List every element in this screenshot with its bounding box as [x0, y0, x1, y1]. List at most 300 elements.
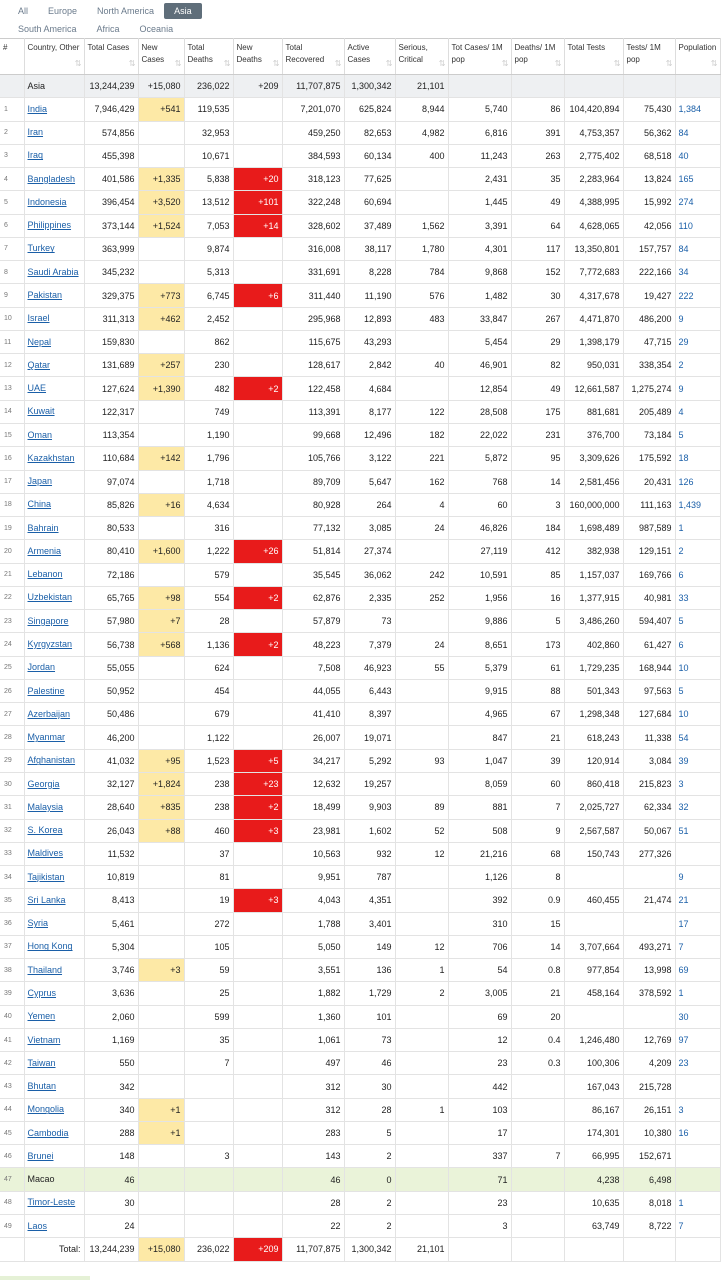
country-name-cell[interactable]: Taiwan: [24, 1052, 84, 1075]
table-cell: 46,923: [344, 656, 395, 679]
table-cell: 267: [511, 307, 564, 330]
table-cell: 127,624: [84, 377, 138, 400]
table-cell: [233, 1052, 282, 1075]
table-cell: 23: [675, 1052, 720, 1075]
country-name-cell[interactable]: Turkey: [24, 237, 84, 260]
table-cell: 1,126: [448, 866, 511, 889]
table-cell: 2: [344, 1145, 395, 1168]
table-cell: 8,018: [623, 1191, 675, 1214]
table-cell: 1: [675, 982, 720, 1005]
table-cell: 1: [395, 959, 448, 982]
table-cell: 173: [511, 633, 564, 656]
table-cell: 1,718: [184, 470, 233, 493]
table-row: [0, 982, 720, 1005]
country-name-cell[interactable]: Nepal: [24, 330, 84, 353]
table-cell: 65,765: [84, 586, 138, 609]
country-name-cell[interactable]: Japan: [24, 470, 84, 493]
table-cell: 27: [0, 703, 24, 726]
column-header-4[interactable]: [184, 39, 233, 75]
table-cell: +1: [138, 1121, 184, 1144]
table-cell: 1,360: [282, 1005, 344, 1028]
table-cell: 34: [675, 261, 720, 284]
table-cell: [233, 98, 282, 121]
table-cell: 881: [448, 796, 511, 819]
country-name-cell[interactable]: Georgia: [24, 772, 84, 795]
table-cell: 60: [511, 772, 564, 795]
column-header-7[interactable]: [344, 39, 395, 75]
sort-icon[interactable]: ⇅: [438, 59, 446, 68]
table-cell: [138, 261, 184, 284]
table-cell: 459,250: [282, 121, 344, 144]
table-cell: [233, 842, 282, 865]
table-cell: [233, 1005, 282, 1028]
table-row: [0, 726, 720, 749]
tab-north-america[interactable]: North America: [97, 6, 155, 16]
table-cell: 574,856: [84, 121, 138, 144]
column-header-1[interactable]: [24, 39, 84, 75]
table-cell: [233, 1098, 282, 1121]
country-name-cell[interactable]: Singapore: [24, 610, 84, 633]
tab-asia[interactable]: Asia: [164, 3, 202, 19]
column-header-5[interactable]: [233, 39, 282, 75]
country-name-cell[interactable]: Tajikistan: [24, 866, 84, 889]
country-name-cell[interactable]: Kuwait: [24, 400, 84, 423]
table-cell: 34,217: [282, 749, 344, 772]
table-cell: 33,847: [448, 307, 511, 330]
table-cell: 51,814: [282, 540, 344, 563]
table-cell: 85,826: [84, 493, 138, 516]
table-cell: 295,968: [282, 307, 344, 330]
table-cell: 238: [184, 772, 233, 795]
table-cell: +3: [233, 819, 282, 842]
column-header-12[interactable]: [623, 39, 675, 75]
country-name-cell[interactable]: Cyprus: [24, 982, 84, 1005]
table-cell: 1,298,348: [564, 703, 623, 726]
table-cell: 12,769: [623, 1028, 675, 1051]
table-cell: 26,007: [282, 726, 344, 749]
table-cell: 1,384: [675, 98, 720, 121]
table-cell: 82: [511, 354, 564, 377]
sort-icon[interactable]: ⇅: [554, 59, 562, 68]
country-name-cell[interactable]: Azerbaijan: [24, 703, 84, 726]
country-name-cell[interactable]: Kazakhstan: [24, 447, 84, 470]
table-cell: 345,232: [84, 261, 138, 284]
country-name-cell[interactable]: Bangladesh: [24, 168, 84, 191]
table-cell: 6,443: [344, 679, 395, 702]
table-cell: 554: [184, 586, 233, 609]
country-name-cell[interactable]: Oman: [24, 423, 84, 446]
table-cell: 31: [0, 796, 24, 819]
table-cell: [448, 1238, 511, 1261]
table-cell: 252: [395, 586, 448, 609]
sort-icon[interactable]: ⇅: [74, 59, 82, 68]
column-header-9[interactable]: [448, 39, 511, 75]
tab-oceania[interactable]: Oceania: [139, 24, 174, 34]
table-cell: 175,592: [623, 447, 675, 470]
sort-icon[interactable]: ⇅: [665, 59, 673, 68]
country-name-cell[interactable]: Bahrain: [24, 517, 84, 540]
table-cell: 1: [675, 1191, 720, 1214]
table-cell: 12,496: [344, 423, 395, 446]
table-cell: 0.9: [511, 889, 564, 912]
table-cell: 8,722: [623, 1215, 675, 1238]
table-cell: [138, 470, 184, 493]
country-name-cell[interactable]: Iran: [24, 121, 84, 144]
table-cell: 152: [511, 261, 564, 284]
table-cell: 50,486: [84, 703, 138, 726]
table-cell: [138, 1075, 184, 1098]
table-cell: 21: [511, 726, 564, 749]
country-name-cell[interactable]: S. Korea: [24, 819, 84, 842]
table-cell: [233, 517, 282, 540]
table-cell: 9,915: [448, 679, 511, 702]
table-cell: [233, 656, 282, 679]
table-cell: 391: [511, 121, 564, 144]
table-cell: 110,684: [84, 447, 138, 470]
country-name-cell[interactable]: Syria: [24, 912, 84, 935]
table-cell: +98: [138, 586, 184, 609]
table-cell: [138, 563, 184, 586]
table-cell: 85: [511, 563, 564, 586]
country-name-cell[interactable]: Indonesia: [24, 191, 84, 214]
table-cell: 21,101: [395, 1238, 448, 1261]
table-row: [0, 237, 720, 260]
table-cell: 1,169: [84, 1028, 138, 1051]
tab-africa[interactable]: Africa: [96, 24, 120, 34]
table-cell: 8: [0, 261, 24, 284]
table-cell: 126: [675, 470, 720, 493]
column-header-10[interactable]: [511, 39, 564, 75]
table-cell: [233, 261, 282, 284]
table-cell: 56,738: [84, 633, 138, 656]
table-cell: 62,334: [623, 796, 675, 819]
table-cell: 182: [395, 423, 448, 446]
table-row: [0, 1005, 720, 1028]
table-cell: 3,005: [448, 982, 511, 1005]
table-cell: [138, 400, 184, 423]
table-row: [0, 214, 720, 237]
table-cell: 236,022: [184, 1238, 233, 1261]
table-cell: 30: [84, 1191, 138, 1214]
table-cell: 115,675: [282, 330, 344, 353]
table-cell: 119,535: [184, 98, 233, 121]
country-name-cell[interactable]: Myanmar: [24, 726, 84, 749]
country-name-cell[interactable]: Kyrgyzstan: [24, 633, 84, 656]
table-cell: 236,022: [184, 75, 233, 98]
table-cell: +3: [233, 889, 282, 912]
table-cell: 37: [184, 842, 233, 865]
table-row: [0, 400, 720, 423]
country-name-cell[interactable]: Palestine: [24, 679, 84, 702]
table-cell: 40: [395, 354, 448, 377]
table-cell: 97: [675, 1028, 720, 1051]
table-cell: 21: [511, 982, 564, 1005]
table-cell: 316,008: [282, 237, 344, 260]
table-cell: 10,380: [623, 1121, 675, 1144]
table-cell: 39: [675, 749, 720, 772]
table-cell: 17: [0, 470, 24, 493]
table-cell: 62,876: [282, 586, 344, 609]
country-name-cell[interactable]: Uzbekistan: [24, 586, 84, 609]
table-cell: [138, 866, 184, 889]
table-cell: 136: [344, 959, 395, 982]
country-name-cell[interactable]: Saudi Arabia: [24, 261, 84, 284]
table-cell: 11: [0, 330, 24, 353]
table-cell: 7,946,429: [84, 98, 138, 121]
table-cell: 113,391: [282, 400, 344, 423]
table-cell: 28,640: [84, 796, 138, 819]
country-name-cell[interactable]: Qatar: [24, 354, 84, 377]
column-header-13[interactable]: [675, 39, 720, 75]
table-cell: 22: [282, 1215, 344, 1238]
table-cell: 25: [184, 982, 233, 1005]
table-cell: [138, 1215, 184, 1238]
sort-icon[interactable]: ⇅: [223, 59, 231, 68]
table-cell: 60,134: [344, 144, 395, 167]
table-cell: [233, 1121, 282, 1144]
sort-icon[interactable]: ⇅: [272, 59, 280, 68]
table-cell: 19,257: [344, 772, 395, 795]
table-cell: [138, 982, 184, 1005]
table-cell: 81: [184, 866, 233, 889]
sort-icon[interactable]: ⇅: [174, 59, 182, 68]
table-cell: 222: [675, 284, 720, 307]
table-cell: 2,060: [84, 1005, 138, 1028]
table-cell: 9: [675, 866, 720, 889]
table-cell: 706: [448, 935, 511, 958]
table-row: [0, 1121, 720, 1144]
table-cell: [233, 726, 282, 749]
column-header-8[interactable]: [395, 39, 448, 75]
table-cell: 384,593: [282, 144, 344, 167]
country-name-cell[interactable]: Armenia: [24, 540, 84, 563]
table-cell: 3,707,664: [564, 935, 623, 958]
table-cell: 184: [511, 517, 564, 540]
sort-icon[interactable]: ⇅: [613, 59, 621, 68]
table-cell: +209: [233, 1238, 282, 1261]
table-cell: 21: [0, 563, 24, 586]
table-row: [0, 1098, 720, 1121]
table-cell: 3,122: [344, 447, 395, 470]
table-row: [0, 354, 720, 377]
country-name-cell[interactable]: Iraq: [24, 144, 84, 167]
column-header-label: Population: [678, 43, 717, 52]
table-cell: [233, 610, 282, 633]
table-cell: 1,246,480: [564, 1028, 623, 1051]
table-cell: 4,684: [344, 377, 395, 400]
table-cell: 373,144: [84, 214, 138, 237]
table-cell: [623, 75, 675, 98]
table-cell: 110: [675, 214, 720, 237]
table-cell: 19: [184, 889, 233, 912]
country-name-cell[interactable]: China: [24, 493, 84, 516]
table-cell: 382,938: [564, 540, 623, 563]
country-name-cell[interactable]: Maldives: [24, 842, 84, 865]
table-cell: 97,563: [623, 679, 675, 702]
table-cell: 2: [0, 121, 24, 144]
country-name-cell[interactable]: Timor-Leste: [24, 1191, 84, 1214]
table-cell: [138, 330, 184, 353]
table-cell: 51: [675, 819, 720, 842]
country-name-cell[interactable]: Jordan: [24, 656, 84, 679]
table-cell: 24: [395, 633, 448, 656]
country-name-cell[interactable]: Malaysia: [24, 796, 84, 819]
table-cell: 625,824: [344, 98, 395, 121]
country-name-cell[interactable]: Sri Lanka: [24, 889, 84, 912]
country-name-cell[interactable]: Afghanistan: [24, 749, 84, 772]
table-cell: 42: [0, 1052, 24, 1075]
table-cell: 238: [184, 796, 233, 819]
column-header-2[interactable]: [84, 39, 138, 75]
table-row: [0, 1052, 720, 1075]
table-cell: 165: [675, 168, 720, 191]
table-cell: 40: [0, 1005, 24, 1028]
table-cell: 13,512: [184, 191, 233, 214]
table-cell: 20: [511, 1005, 564, 1028]
table-cell: 72,186: [84, 563, 138, 586]
table-cell: 2,431: [448, 168, 511, 191]
table-cell: 482: [184, 377, 233, 400]
column-header-11[interactable]: [564, 39, 623, 75]
table-cell: 99,668: [282, 423, 344, 446]
country-name-cell[interactable]: Cambodia: [24, 1121, 84, 1144]
sort-icon[interactable]: ⇅: [128, 59, 136, 68]
table-cell: [511, 1215, 564, 1238]
table-cell: 4,982: [395, 121, 448, 144]
table-cell: 6: [0, 214, 24, 237]
table-cell: 89,709: [282, 470, 344, 493]
table-cell: +7: [138, 610, 184, 633]
table-cell: 312: [282, 1098, 344, 1121]
table-cell: 44,055: [282, 679, 344, 702]
table-cell: 34: [0, 866, 24, 889]
country-name-cell[interactable]: Philippines: [24, 214, 84, 237]
table-cell: 46: [84, 1168, 138, 1191]
column-header-3[interactable]: [138, 39, 184, 75]
table-cell: +3: [138, 959, 184, 982]
table-cell: 8,228: [344, 261, 395, 284]
table-cell: 412: [511, 540, 564, 563]
table-row: [0, 935, 720, 958]
column-header-6[interactable]: [282, 39, 344, 75]
table-cell: [233, 1028, 282, 1051]
table-cell: 501,343: [564, 679, 623, 702]
table-cell: 75,430: [623, 98, 675, 121]
table-cell: 458,164: [564, 982, 623, 1005]
table-cell: 12: [448, 1028, 511, 1051]
table-cell: 46,200: [84, 726, 138, 749]
table-cell: [233, 935, 282, 958]
table-cell: 24: [395, 517, 448, 540]
table-cell: 9,951: [282, 866, 344, 889]
column-header-0[interactable]: [0, 39, 24, 75]
country-name-cell[interactable]: India: [24, 98, 84, 121]
table-cell: 679: [184, 703, 233, 726]
table-cell: 6,498: [623, 1168, 675, 1191]
table-cell: 48: [0, 1191, 24, 1214]
tab-all[interactable]: All: [18, 6, 29, 16]
table-cell: 175: [511, 400, 564, 423]
country-name-cell[interactable]: Hong Kong: [24, 935, 84, 958]
table-cell: 19,427: [623, 284, 675, 307]
table-cell: 11,707,875: [282, 75, 344, 98]
table-cell: [233, 330, 282, 353]
country-name-cell[interactable]: Thailand: [24, 959, 84, 982]
table-cell: 454: [184, 679, 233, 702]
table-cell: +142: [138, 447, 184, 470]
table-cell: [395, 703, 448, 726]
table-cell: 36,062: [344, 563, 395, 586]
table-cell: 4,471,870: [564, 307, 623, 330]
table-cell: 49: [511, 377, 564, 400]
table-row: [0, 330, 720, 353]
table-cell: 6: [675, 563, 720, 586]
sort-icon[interactable]: ⇅: [385, 59, 393, 68]
tab-europe[interactable]: Europe: [48, 6, 78, 16]
table-cell: 1,157,037: [564, 563, 623, 586]
table-cell: 787: [344, 866, 395, 889]
table-cell: +835: [138, 796, 184, 819]
table-cell: [675, 842, 720, 865]
table-cell: 10,563: [282, 842, 344, 865]
table-cell: 29: [675, 330, 720, 353]
table-cell: [395, 191, 448, 214]
table-cell: 579: [184, 563, 233, 586]
covid-table: [0, 38, 721, 1262]
sort-icon[interactable]: ⇅: [710, 59, 718, 68]
table-cell: 168,944: [623, 656, 675, 679]
country-name-cell[interactable]: Lebanon: [24, 563, 84, 586]
table-cell: 32: [675, 796, 720, 819]
country-name-cell[interactable]: UAE: [24, 377, 84, 400]
table-row: [0, 423, 720, 446]
table-cell: [138, 656, 184, 679]
table-cell: 30: [511, 284, 564, 307]
country-name-cell[interactable]: Mongolia: [24, 1098, 84, 1121]
table-cell: 1,136: [184, 633, 233, 656]
country-name-cell[interactable]: Pakistan: [24, 284, 84, 307]
tab-south-america[interactable]: South America: [18, 24, 77, 34]
country-name-cell[interactable]: Bhutan: [24, 1075, 84, 1098]
sort-icon[interactable]: ⇅: [501, 59, 509, 68]
table-cell: 29: [0, 749, 24, 772]
table-cell: 1,562: [395, 214, 448, 237]
table-cell: 12: [395, 842, 448, 865]
table-cell: 35: [0, 889, 24, 912]
table-cell: [395, 679, 448, 702]
table-cell: 4,753,357: [564, 121, 623, 144]
table-cell: 215,823: [623, 772, 675, 795]
sort-icon[interactable]: ⇅: [334, 59, 342, 68]
table-cell: [138, 1005, 184, 1028]
country-name-cell[interactable]: Brunei: [24, 1145, 84, 1168]
table-cell: 27,374: [344, 540, 395, 563]
table-cell: 1,882: [282, 982, 344, 1005]
country-name-cell[interactable]: Israel: [24, 307, 84, 330]
table-cell: 86: [511, 98, 564, 121]
table-cell: [511, 1075, 564, 1098]
table-cell: [233, 1145, 282, 1168]
country-name-cell[interactable]: Vietnam: [24, 1028, 84, 1051]
table-cell: 29: [511, 330, 564, 353]
table-row: [0, 261, 720, 284]
country-name-cell[interactable]: Laos: [24, 1215, 84, 1238]
table-cell: 12,661,587: [564, 377, 623, 400]
table-cell: 37: [0, 935, 24, 958]
table-cell: 4,238: [564, 1168, 623, 1191]
table-cell: 63,749: [564, 1215, 623, 1238]
country-name-cell[interactable]: Yemen: [24, 1005, 84, 1028]
